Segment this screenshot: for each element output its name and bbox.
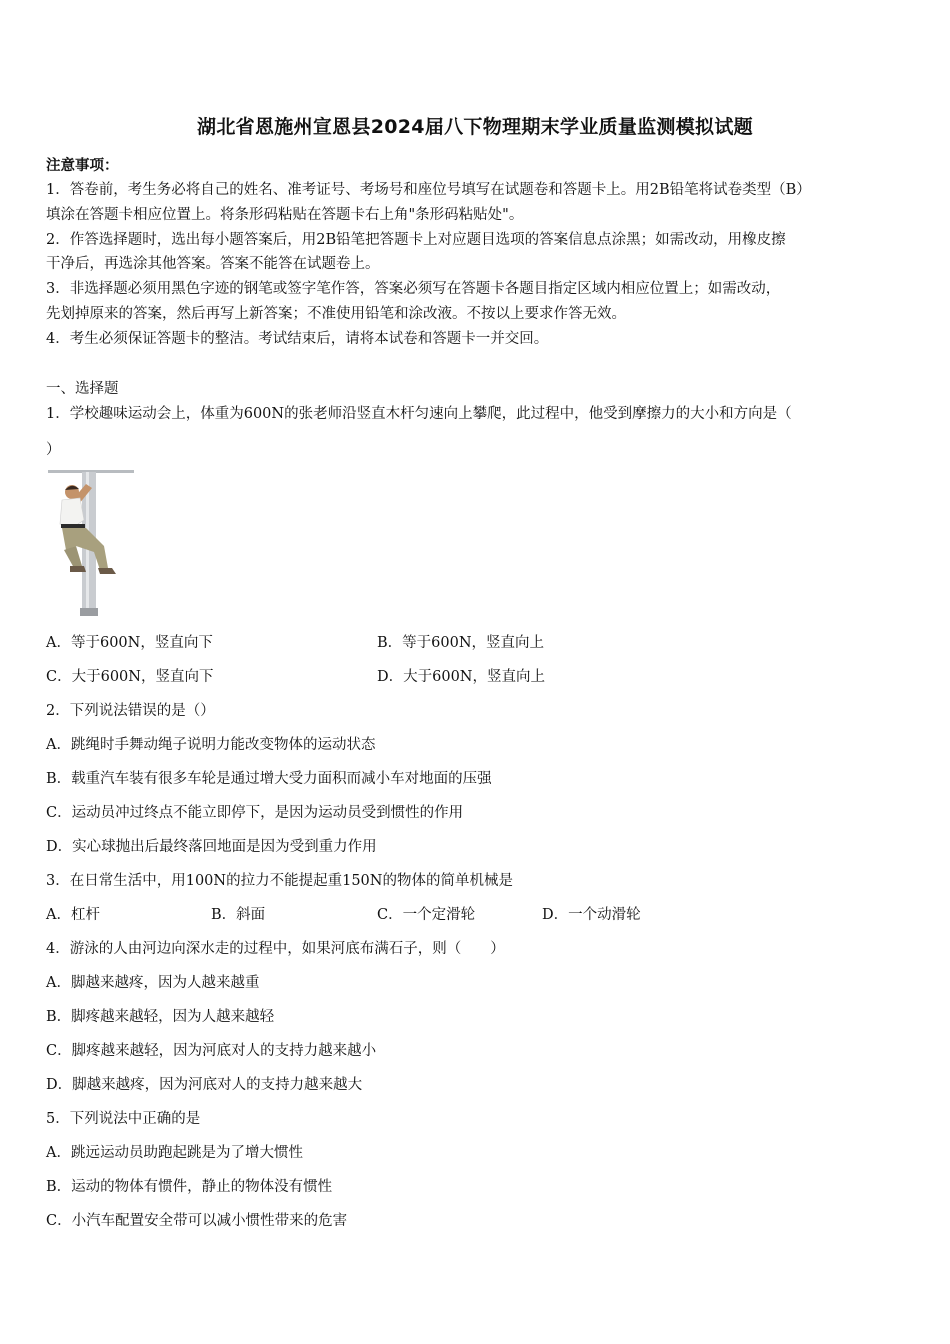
climber-figure: [46, 468, 136, 618]
notice-line: 填涂在答题卡相应位置上。将条形码粘贴在答题卡右上角"条形码粘贴处"。: [46, 207, 524, 223]
notice-line: 2．作答选择题时，选出每小题答案后，用2B铅笔把答题卡上对应题目选项的答案信息点涂黑；如需改动，用橡皮擦: [46, 232, 786, 248]
question-4-stem: 4．游泳的人由河边向深水走的过程中，如果河底布满石子，则（ ）: [46, 941, 505, 957]
section-heading: 一、选择题: [46, 381, 119, 397]
notice-line: 3．非选择题必须用黑色字迹的钢笔或签字笔作答，答案必须写在答题卡各题目指定区域内相应位置上；如需改动，: [46, 281, 781, 297]
question-2-option-d: D．实心球抛出后最终落回地面是因为受到重力作用: [46, 839, 377, 855]
notice-line: 干净后，再选涂其他答案。答案不能答在试题卷上。: [46, 256, 380, 272]
question-2-option-a: A．跳绳时手舞动绳子说明力能改变物体的运动状态: [46, 737, 376, 753]
question-4-option-b: B．脚疼越来越轻，因为人越来越轻: [46, 1009, 275, 1025]
question-4-option-d: D．脚越来越疼，因为河底对人的支持力越来越大: [46, 1077, 363, 1093]
question-5-option-c: C．小汽车配置安全带可以减小惯性带来的危害: [46, 1213, 348, 1229]
question-1-option-b: B．等于600N，竖直向上: [377, 635, 545, 651]
question-4-option-a: A．脚越来越疼，因为人越来越重: [46, 975, 260, 991]
question-3-option-b: B．斜面: [211, 907, 266, 923]
question-3-option-c: C．一个定滑轮: [377, 907, 476, 923]
page-title: 湖北省恩施州宣恩县2024届八下物理期末学业质量监测模拟试题: [197, 116, 753, 138]
question-3-option-a: A．杠杆: [46, 907, 100, 923]
question-5-option-a: A．跳远运动员助跑起跳是为了增大惯性: [46, 1145, 303, 1161]
question-5-stem: 5．下列说法中正确的是: [46, 1111, 201, 1127]
question-5-option-b: B．运动的物体有惯件，静止的物体没有惯性: [46, 1179, 333, 1195]
question-2-stem: 2．下列说法错误的是（）: [46, 703, 215, 719]
notice-line: 先划掉原来的答案，然后再写上新答案；不准使用铅笔和涂改液。不按以上要求作答无效。: [46, 306, 626, 322]
question-3-stem: 3．在日常生活中，用100N的拉力不能提起重150N的物体的简单机械是: [46, 873, 513, 889]
notice-heading: 注意事项：: [46, 157, 119, 174]
question-1-option-d: D．大于600N，竖直向上: [377, 669, 545, 685]
question-1-option-c: C．大于600N，竖直向下: [46, 669, 214, 685]
notice-line: 1．答卷前，考生务必将自己的姓名、准考证号、考场号和座位号填写在试题卷和答题卡上。用2B铅笔将试卷类型（B）: [46, 182, 811, 198]
question-2-option-b: B．载重汽车装有很多车轮是通过增大受力面积而减小车对地面的压强: [46, 771, 492, 787]
question-1-stem-cont: ）: [46, 442, 61, 458]
question-3-option-d: D．一个动滑轮: [542, 907, 641, 923]
question-1-option-a: A．等于600N，竖直向下: [46, 635, 213, 651]
question-2-option-c: C．运动员冲过终点不能立即停下，是因为运动员受到惯性的作用: [46, 805, 464, 821]
notice-line: 4．考生必须保证答题卡的整洁。考试结束后，请将本试卷和答题卡一并交回。: [46, 331, 549, 347]
question-4-option-c: C．脚疼越来越轻，因为河底对人的支持力越来越小: [46, 1043, 377, 1059]
question-1-stem: 1．学校趣味运动会上，体重为600N的张老师沿竖直木杆匀速向上攀爬，此过程中，他受到摩擦力的大小和方向是（: [46, 406, 792, 422]
